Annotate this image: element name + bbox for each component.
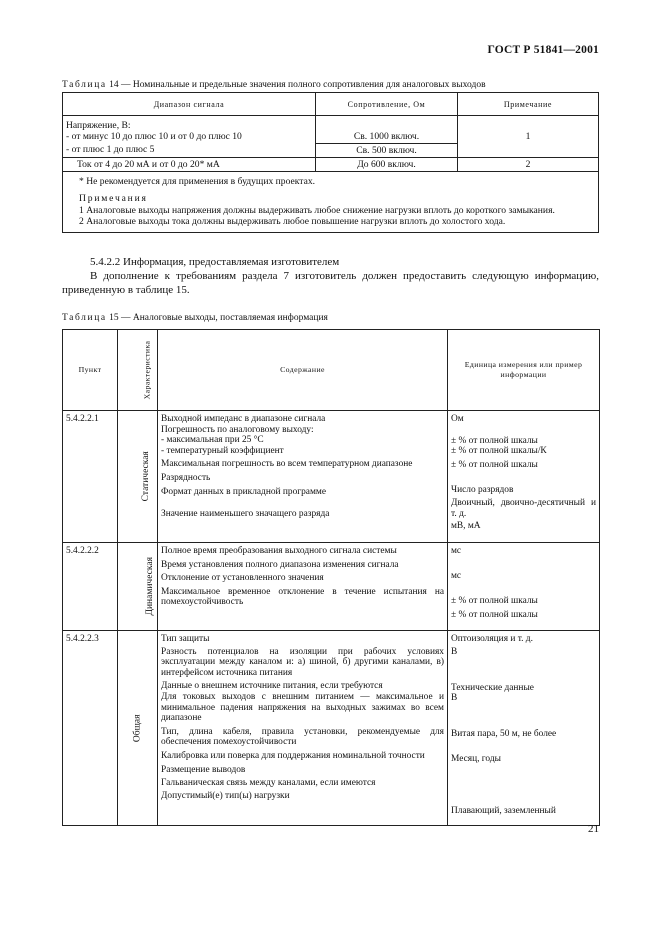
table15-unit-item: ± % от полной шкалы: [451, 609, 538, 620]
table14-note-2: 2 Аналоговые выходы тока должны выдерживать любое повышение нагрузки вплоть до холостого хода.: [79, 216, 506, 227]
table15-content-item: Значение наименьшего значащего разряда: [161, 509, 330, 520]
table15-unit-item: ± % от полной шкалы/К: [451, 446, 547, 457]
table-row: [63, 411, 600, 543]
table15-unit-item: Витая пара, 50 м, не более: [451, 729, 557, 740]
table15-characteristic-label: Динамическая: [144, 557, 155, 616]
table15-content-item: Данные о внешнем источнике питания, если требуются: [161, 681, 383, 692]
table15-caption: [62, 313, 328, 323]
table15-content-item: Гальваническая связь между каналами, если имеются: [161, 778, 376, 789]
table15-unit-item: ± % от полной шкалы: [451, 596, 538, 606]
table-row: [63, 543, 600, 631]
table15-content-item: Отклонение от установленного значения: [161, 573, 324, 584]
table15-unit-item: Технические данные: [451, 682, 534, 693]
table14-notes-title: Примечания: [79, 193, 148, 204]
table14-header-row: [63, 93, 599, 116]
table15-content-item: Допустимый(е) тип(ы) нагрузки: [161, 790, 290, 801]
table15-content-item: Размещение выводов: [161, 764, 246, 775]
page-number: 21: [588, 823, 599, 835]
table15-caption-text: 15 — Аналоговые выходы, поставляемая информация: [109, 313, 328, 323]
table15-unit-item: ± % от полной шкалы: [451, 435, 538, 446]
table14-col-resistance: Сопротивление, Ом: [316, 93, 458, 116]
table15-item-cell: 5.4.2.2.2: [63, 543, 118, 631]
table15-content-item: Тип, длина кабеля, правила установки, рекомендуемые для обеспечения помехоустойчивости: [161, 726, 444, 748]
table14-footnote: * Не рекомендуется для применения в будущих проектах.: [79, 175, 316, 187]
table14-notes-cell: [63, 171, 599, 232]
table15-unit-item: Ом: [451, 414, 464, 424]
table15-content-cell: [158, 543, 448, 631]
table14-resistance-cell: Св. 1000 включ.: [316, 116, 458, 144]
table15-content-item: Для токовых выходов с внешним питанием — максимальное и минимальное падения напряжения на выходных зажимах во всем диапазоне: [161, 691, 444, 724]
table14-caption-text: 14 — Номинальные и предельные значения полного сопротивления для аналоговых выходов: [109, 80, 486, 90]
table15-characteristic-cell: [118, 631, 158, 826]
table15-characteristic-cell: [118, 543, 158, 631]
table15-content-item: Разрядность: [161, 472, 211, 483]
table15-content-item: - максимальная при 25 °С: [161, 435, 264, 446]
section-heading: 5.4.2.2 Информация, предоставляемая изготовителем: [90, 256, 340, 268]
table15-content-item: Тип защиты: [161, 634, 210, 644]
table15-characteristic-label: Статическая: [140, 451, 151, 502]
table15-content-item: Максимальная погрешность во всем температурном диапазоне: [161, 459, 413, 470]
table15-col-characteristic: [118, 330, 158, 411]
table15-content-item: Погрешность по аналоговому выходу:: [161, 424, 314, 435]
table15-unit-cell: [448, 543, 600, 631]
table15-col-characteristic-label: Характеристика: [142, 340, 152, 400]
table15-col-item: Пункт: [63, 330, 118, 411]
table14-col-range: Диапазон сигнала: [63, 93, 316, 116]
table15-content-cell: [158, 411, 448, 543]
table14-note-cell: 1: [458, 116, 599, 158]
table14: [62, 92, 599, 233]
table15-characteristic-label: Общая: [132, 714, 143, 742]
table14-range-text: - от минус 10 до плюс 10 и от 0 до плюс 10: [66, 131, 242, 142]
table15: [62, 329, 600, 826]
table15-unit-item: В: [451, 693, 458, 704]
table14-range-cell: Ток от 4 до 20 мА и от 0 до 20* мА: [63, 157, 316, 171]
table14-range-cell: [63, 116, 316, 144]
section-text: В дополнение к требованиям раздела 7 изготовитель должен предоставить следующую информацию, приведенную в таблице 15.: [62, 270, 599, 296]
table14-range-text: Напряжение, В:: [66, 120, 131, 131]
table15-header-row: [63, 330, 600, 411]
table15-content-item: Время установления полного диапазона изменения сигнала: [161, 559, 399, 570]
table15-item-cell: 5.4.2.2.3: [63, 631, 118, 826]
table15-unit-item: мс: [451, 571, 462, 581]
table14-note-cell: 2: [458, 157, 599, 171]
table15-content-item: Полное время преобразования выходного сигнала системы: [161, 546, 397, 556]
table15-unit-item: Оптоизоляция и т. д.: [451, 634, 533, 644]
table15-unit-item: [451, 793, 596, 804]
table15-unit-item: Число разрядов: [451, 484, 514, 495]
table15-unit-item: Плавающий, заземленный: [451, 806, 556, 817]
table15-unit-item: мс: [451, 546, 462, 556]
table15-unit-item: Двоичный, двоично-десятичный и т. д.: [451, 498, 596, 519]
table15-caption-prefix: Таблица: [62, 313, 107, 323]
table-row: [63, 631, 600, 826]
table15-content-item: Максимальное временное отклонение в течение испытания на помехоустойчивость: [161, 586, 444, 608]
table15-characteristic-cell: [118, 411, 158, 543]
table15-col-unit: Единица измерения или пример информации: [448, 330, 600, 411]
table14-resistance-cell: До 600 включ.: [316, 157, 458, 171]
table15-col-content: Содержание: [158, 330, 448, 411]
table-row: [63, 116, 599, 144]
table15-item-cell: 5.4.2.2.1: [63, 411, 118, 543]
table15-content-item: Формат данных в прикладной программе: [161, 486, 326, 497]
table15-unit-cell: [448, 411, 600, 543]
table15-unit-item: ± % от полной шкалы: [451, 459, 538, 470]
table14-caption: [62, 80, 486, 90]
table14-note-1: 1 Аналоговые выходы напряжения должны выдерживать любое снижение нагрузки вплоть до короткого замыкания.: [79, 204, 555, 216]
table15-unit-item: В: [451, 646, 458, 657]
table15-content-item: - температурный коэффициент: [161, 445, 284, 456]
table-row: [63, 157, 599, 171]
table15-content-item: Калибровка или поверка для поддержания номинальной точности: [161, 750, 425, 761]
table14-range-cell: - от плюс 1 до плюс 5: [63, 143, 316, 157]
table15-content-item: Выходной импеданс в диапазоне сигнала: [161, 414, 326, 424]
table14-col-note: Примечание: [458, 93, 599, 116]
table15-content-cell: [158, 631, 448, 826]
table14-resistance-cell: Св. 500 включ.: [316, 143, 458, 157]
table15-unit-item: Месяц, годы: [451, 754, 501, 765]
standard-header: ГОСТ Р 51841—2001: [487, 44, 599, 56]
table15-unit-cell: [448, 631, 600, 826]
table15-content-item: Разность потенциалов на изоляции при рабочих условиях эксплуатации между каналом и: а) шиной, б) другими каналами, в) интерфейсом источника питания: [161, 646, 444, 678]
table15-unit-item: [451, 779, 596, 790]
table15-unit-item: мВ, мА: [451, 520, 481, 531]
table14-notes-row: [63, 171, 599, 232]
table14-caption-prefix: Таблица: [62, 80, 107, 90]
table15-unit-item: [451, 425, 596, 436]
